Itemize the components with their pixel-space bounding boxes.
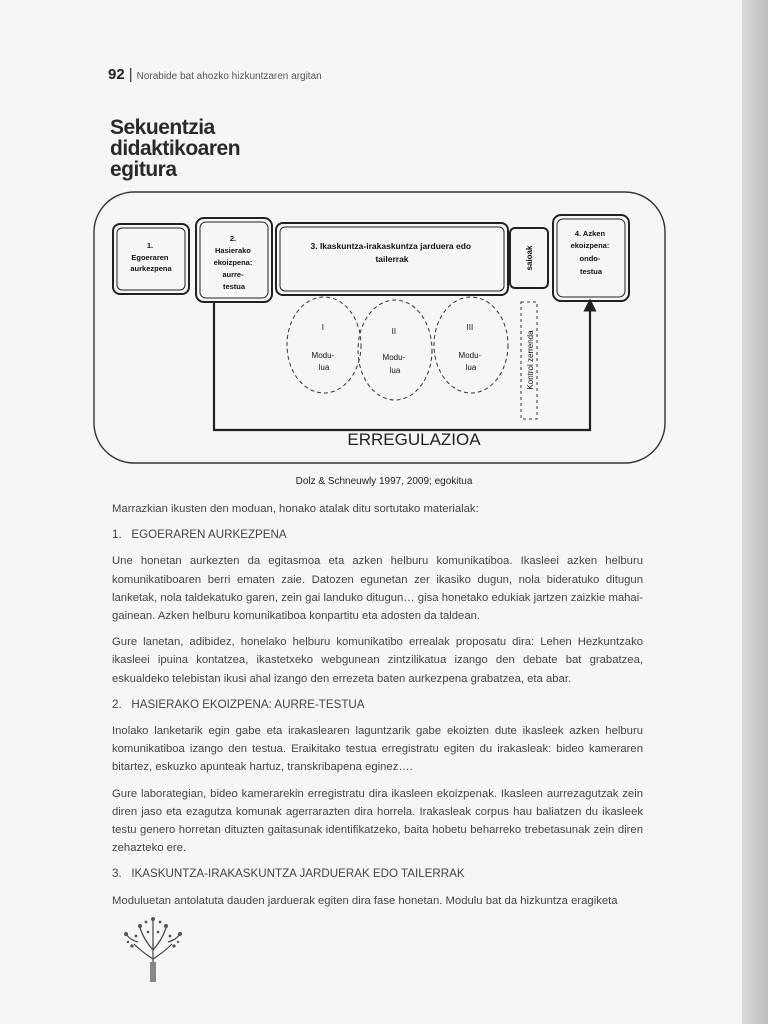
paragraph: Inolako lanketarik egin gabe eta irakaslearen laguntzarik gabe ekoizten dute ikasleek azken helburu komunikatiboa izango den testua. Eraikitako testua erregistratu egiten du irakasleak: bideo kameraren bitartez, eskuzko apunteak hartuz, transkribapena eginez…. <box>112 725 643 774</box>
box4-line: 4. Azken <box>574 229 606 238</box>
module-label: lua <box>465 363 477 372</box>
module-label: lua <box>389 366 401 375</box>
module-roman: II <box>391 327 397 336</box>
module-label: Modu- <box>311 351 335 360</box>
section-title-line: Sekuentzia <box>110 116 215 139</box>
box-sessions <box>510 228 548 288</box>
control-list <box>521 302 537 419</box>
section-title-line: egitura <box>110 158 177 181</box>
box2-line: testua <box>222 282 246 291</box>
page-edge <box>742 0 768 1024</box>
svg-text:I Modu- lua <box>312 323 337 372</box>
box-workshops <box>276 223 508 295</box>
svg-text:3. Ikaskuntza-irakaskuntza jar <box>311 241 474 264</box>
body-text <box>112 500 643 918</box>
box2-line: ekoizpena: <box>213 258 253 267</box>
box4-line: ekoizpena: <box>570 241 610 250</box>
box3-line: tailerrak <box>375 254 409 264</box>
box4-line: testua <box>579 267 603 276</box>
paragraph: Moduluetan antolatuta dauden jarduerak egiten dira fase honetan. Modulu bat da hizkuntza eragiketa <box>112 894 618 907</box>
box2-line: Hasierako <box>215 246 251 255</box>
section-title-line: didaktikoaren <box>110 137 241 160</box>
svg-text:4. Azken ekoizpena: <box>571 229 612 276</box>
paragraph: Gure laborategian, bideo kamerarekin erregistratu dira ikasleen ekoizpenak. Ikasleen aurrezagutzak zein diren jaso eta ezagutza komunak agerrarazten dira horrela. Irakasleak corpus hau baliatzen du ikasleek testu genero horretan dituzten gaitasunak identifikatzeko, baita hobetu beharreko trebetasunak zein diren zehazteko ere. <box>112 787 643 855</box>
box2-line: 2. <box>229 234 237 243</box>
paragraph: Gure lanetan, adibidez, honelako helburu komunikatibo errealak proposatu dira: Lehen Hezkuntzako ikasleei ipuina kontatzea, ikastetxeko webgunean zintzilikatua izango den debate bat grabatzea, eskualdeko telebistan ikusi ahal izango den errezeta baten aurkezpena grabatzea, eta abar. <box>112 636 643 685</box>
box-final-production <box>553 215 629 301</box>
module-1 <box>287 297 361 393</box>
section-heading: 2. HASIERAKO EKOIZPENA: AURRE-TESTUA <box>112 697 365 711</box>
tree-logo-icon <box>118 914 188 984</box>
section-heading: 1. EGOERAREN AURKEZPENA <box>112 528 287 542</box>
svg-text:1. Egoeraren aurke <box>130 241 172 273</box>
running-title: Norabide bat ahozko hizkuntzaren argitan <box>136 71 322 82</box>
module-roman: III <box>466 323 474 332</box>
section-heading: 3. IKASKUNTZA-IRAKASKUNTZA JARDUERAK EDO TAILERRAK <box>112 867 465 881</box>
box-situation-presentation <box>113 224 189 294</box>
box3-line: 3. Ikaskuntza-irakaskuntza jarduera edo <box>310 241 472 251</box>
box-initial-production <box>196 218 272 302</box>
box2-line: aurre- <box>222 270 244 279</box>
box1-line: Egoeraren <box>131 253 169 262</box>
svg-text:III Modu- lua <box>459 323 484 372</box>
svg-text:II Modu- lua <box>383 327 408 375</box>
figure-caption: Dolz & Schneuwly 1997, 2009; egokitua <box>295 476 473 487</box>
sessions-label: saioak <box>525 245 534 271</box>
module-2 <box>358 300 432 400</box>
module-3 <box>434 297 508 393</box>
running-header <box>108 66 322 83</box>
module-label: lua <box>318 363 330 372</box>
module-label: Modu- <box>382 353 406 362</box>
module-label: Modu- <box>458 351 482 360</box>
module-roman: I <box>321 323 324 332</box>
svg-text:2. Hasierako ekoiz <box>214 234 255 291</box>
intro-paragraph: Marrazkian ikusten den moduan, honako atalak ditu sortutako materialak: <box>112 503 479 515</box>
box1-line: aurkezpena <box>130 264 172 273</box>
sequence-diagram <box>92 190 667 465</box>
header-separator: | <box>128 66 133 83</box>
paragraph: Une honetan aurkezten da egitasmoa eta azken helburu komunikatiboa. Ikasleei azken helburu komunikatiboaren berri ematen zaie. Datozen egunetan zer ikasiko dugun, nola bideratuko ditugun lanketak, nola taldekatuko garen, zein gai landuko ditugun… gisa honetako edukiak jartzen zaizkie mahai-gainean. Azken helburu komunikatiboa konpartitu eta adosten da taldean. <box>112 555 643 623</box>
box1-line: 1. <box>146 241 154 250</box>
section-title <box>110 117 310 180</box>
box4-line: ondo- <box>579 254 601 263</box>
regulation-label: ERREGULAZIOA <box>347 430 481 449</box>
control-list-label: Kontrol zerrenda <box>526 330 535 390</box>
page-number: 92 <box>108 66 125 83</box>
